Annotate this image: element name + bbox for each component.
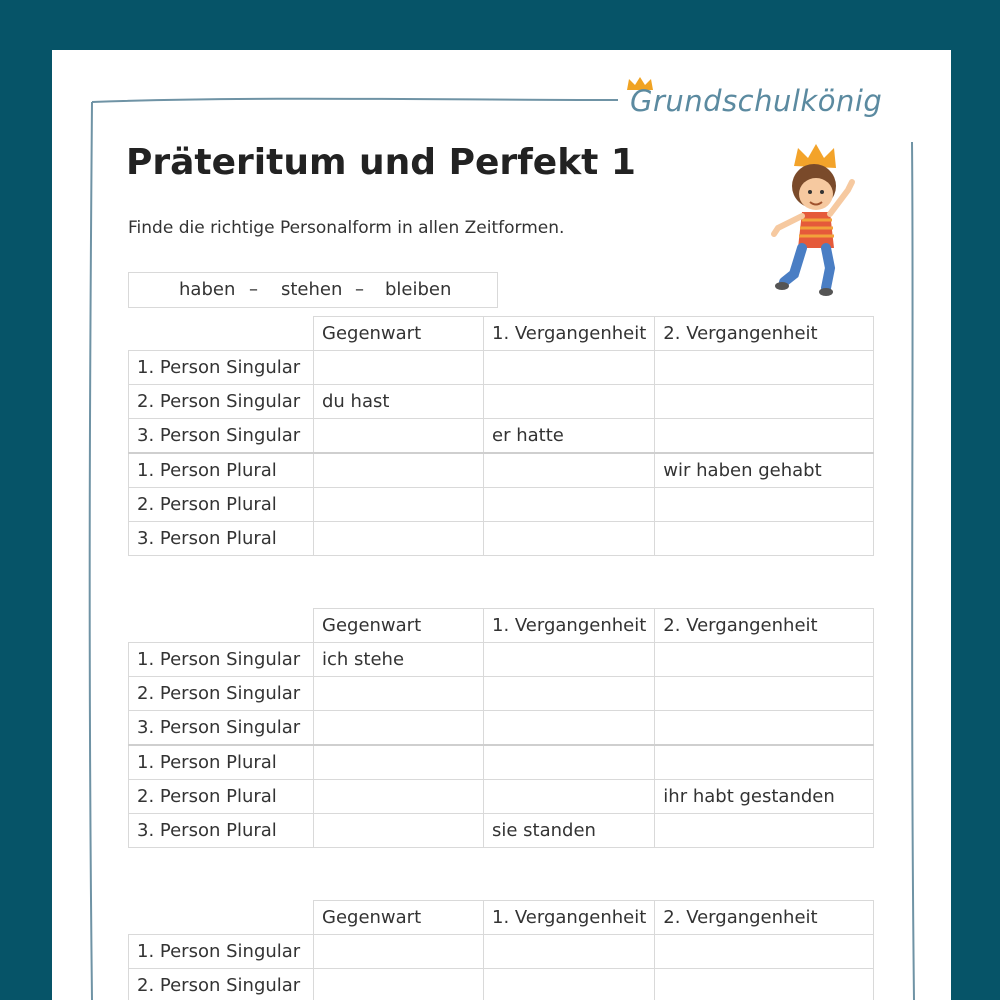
table-row bbox=[129, 453, 874, 488]
header-vergangenheit-2: 2. Vergangenheit bbox=[655, 901, 874, 935]
answer-cell[interactable] bbox=[655, 935, 874, 969]
header-gegenwart: Gegenwart bbox=[314, 609, 484, 643]
verb-word: stehen bbox=[281, 279, 343, 300]
answer-cell[interactable] bbox=[484, 351, 655, 385]
answer-cell[interactable] bbox=[314, 935, 484, 969]
table-header-row bbox=[129, 317, 874, 351]
answer-cell[interactable] bbox=[314, 419, 484, 454]
answer-cell[interactable]: ich stehe bbox=[314, 643, 484, 677]
person-label: 1. Person Singular bbox=[129, 643, 314, 677]
verb-separator: – bbox=[355, 279, 364, 300]
answer-cell[interactable]: wir haben gehabt bbox=[655, 453, 874, 488]
boy-with-crown-illustration bbox=[764, 142, 864, 302]
table-row bbox=[129, 969, 874, 1000]
verb-box bbox=[128, 272, 498, 308]
table-row bbox=[129, 351, 874, 385]
verb-separator: – bbox=[249, 279, 258, 300]
header-vergangenheit-2: 2. Vergangenheit bbox=[655, 609, 874, 643]
answer-cell[interactable] bbox=[655, 385, 874, 419]
table-row bbox=[129, 677, 874, 711]
answer-cell[interactable] bbox=[484, 935, 655, 969]
answer-cell[interactable] bbox=[484, 488, 655, 522]
answer-cell[interactable] bbox=[655, 522, 874, 556]
table-row bbox=[129, 522, 874, 556]
table-row bbox=[129, 780, 874, 814]
answer-cell[interactable] bbox=[314, 814, 484, 848]
table-row bbox=[129, 419, 874, 454]
table-header-row bbox=[129, 901, 874, 935]
worksheet-title: Präteritum und Perfekt 1 bbox=[126, 142, 636, 183]
answer-cell[interactable] bbox=[484, 643, 655, 677]
header-gegenwart: Gegenwart bbox=[314, 901, 484, 935]
answer-cell[interactable] bbox=[655, 677, 874, 711]
conjugation-table-haben bbox=[128, 316, 874, 556]
answer-cell[interactable] bbox=[655, 419, 874, 454]
person-label: 2. Person Plural bbox=[129, 780, 314, 814]
person-label: 3. Person Singular bbox=[129, 711, 314, 746]
person-label: 1. Person Plural bbox=[129, 745, 314, 780]
header-vergangenheit-1: 1. Vergangenheit bbox=[484, 901, 655, 935]
answer-cell[interactable] bbox=[655, 814, 874, 848]
answer-cell[interactable] bbox=[484, 745, 655, 780]
worksheet-page bbox=[52, 50, 951, 1000]
verb-word: haben bbox=[179, 279, 236, 300]
header-corner bbox=[129, 317, 314, 351]
conjugation-table-stehen bbox=[128, 608, 874, 848]
answer-cell[interactable] bbox=[484, 522, 655, 556]
answer-cell[interactable] bbox=[655, 643, 874, 677]
header-gegenwart: Gegenwart bbox=[314, 317, 484, 351]
person-label: 2. Person Singular bbox=[129, 385, 314, 419]
answer-cell[interactable] bbox=[655, 351, 874, 385]
answer-cell[interactable]: sie standen bbox=[484, 814, 655, 848]
person-label: 3. Person Plural bbox=[129, 522, 314, 556]
brand-logo: Grundschulkönig bbox=[630, 84, 883, 118]
header-vergangenheit-1: 1. Vergangenheit bbox=[484, 317, 655, 351]
person-label: 2. Person Singular bbox=[129, 969, 314, 1000]
answer-cell[interactable] bbox=[655, 745, 874, 780]
person-label: 3. Person Singular bbox=[129, 419, 314, 454]
table-row bbox=[129, 385, 874, 419]
table-row bbox=[129, 935, 874, 969]
answer-cell[interactable] bbox=[314, 522, 484, 556]
answer-cell[interactable] bbox=[484, 969, 655, 1000]
table-row bbox=[129, 643, 874, 677]
verb-word: bleiben bbox=[385, 279, 452, 300]
header-vergangenheit-2: 2. Vergangenheit bbox=[655, 317, 874, 351]
answer-cell[interactable] bbox=[314, 969, 484, 1000]
table-row bbox=[129, 745, 874, 780]
answer-cell[interactable] bbox=[484, 677, 655, 711]
answer-cell[interactable]: ihr habt gestanden bbox=[655, 780, 874, 814]
answer-cell[interactable] bbox=[655, 711, 874, 746]
person-label: 1. Person Singular bbox=[129, 351, 314, 385]
answer-cell[interactable] bbox=[314, 488, 484, 522]
header-corner bbox=[129, 901, 314, 935]
answer-cell[interactable] bbox=[314, 351, 484, 385]
answer-cell[interactable] bbox=[314, 745, 484, 780]
answer-cell[interactable] bbox=[484, 780, 655, 814]
answer-cell[interactable] bbox=[314, 677, 484, 711]
person-label: 1. Person Plural bbox=[129, 453, 314, 488]
answer-cell[interactable] bbox=[484, 453, 655, 488]
answer-cell[interactable] bbox=[655, 969, 874, 1000]
worksheet-instruction: Finde die richtige Personalform in allen Zeitformen. bbox=[128, 218, 565, 238]
table-row bbox=[129, 488, 874, 522]
answer-cell[interactable]: er hatte bbox=[484, 419, 655, 454]
person-label: 2. Person Singular bbox=[129, 677, 314, 711]
answer-cell[interactable] bbox=[314, 453, 484, 488]
table-row bbox=[129, 814, 874, 848]
header-corner bbox=[129, 609, 314, 643]
conjugation-table-bleiben bbox=[128, 900, 874, 1000]
person-label: 3. Person Plural bbox=[129, 814, 314, 848]
answer-cell[interactable] bbox=[314, 711, 484, 746]
person-label: 2. Person Plural bbox=[129, 488, 314, 522]
table-header-row bbox=[129, 609, 874, 643]
header-vergangenheit-1: 1. Vergangenheit bbox=[484, 609, 655, 643]
person-label: 1. Person Singular bbox=[129, 935, 314, 969]
answer-cell[interactable] bbox=[484, 385, 655, 419]
answer-cell[interactable] bbox=[655, 488, 874, 522]
answer-cell[interactable] bbox=[484, 711, 655, 746]
table-row bbox=[129, 711, 874, 746]
answer-cell[interactable] bbox=[314, 780, 484, 814]
answer-cell[interactable]: du hast bbox=[314, 385, 484, 419]
